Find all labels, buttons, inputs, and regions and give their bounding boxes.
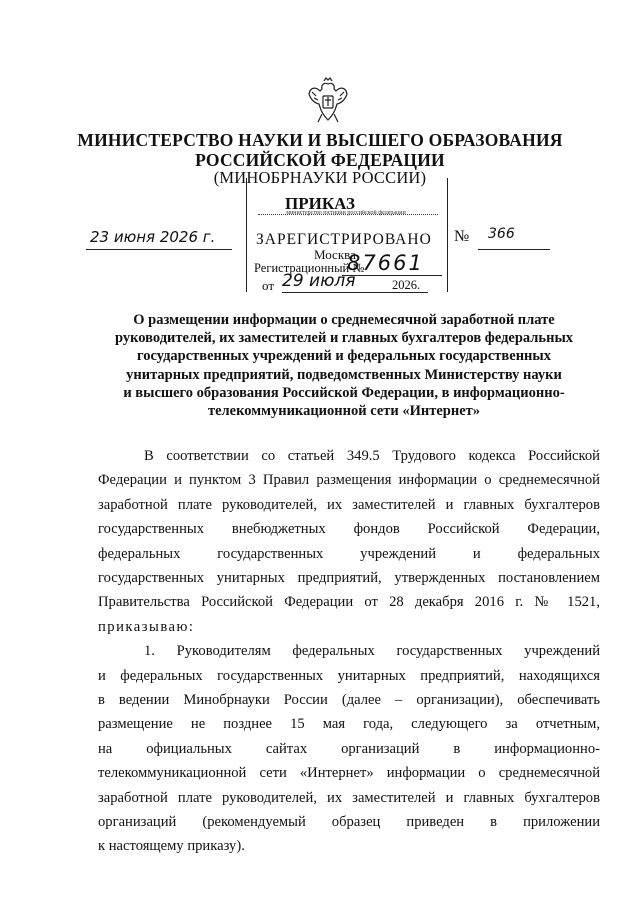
order-number: 366 <box>488 226 515 242</box>
ministry-short-name: (МИНОБРНАУКИ РОССИИ) <box>213 168 427 187</box>
title-line: унитарных предприятий, подведомственных Министерству науки <box>126 366 562 383</box>
stamp-city: Москва <box>314 247 356 262</box>
body-line: приказываю: <box>98 618 195 635</box>
body-line: размещение не позднее 15 мая года, следующего за отчетным, <box>98 716 600 733</box>
ministry-name-line1: МИНИСТЕРСТВО НАУКИ И ВЫСШЕГО ОБРАЗОВАНИЯ <box>77 130 563 150</box>
stamp-reg-number: 87661 <box>347 251 424 275</box>
body-line: в ведении Минобрнауки России (далее – организации), обеспечивать <box>98 692 600 708</box>
stamp-reg-label: Регистрационный № <box>254 261 365 275</box>
stamp-date-underline <box>282 292 428 293</box>
stamp-reg-date: 29 июля <box>282 271 356 291</box>
stamp-divider <box>258 214 438 215</box>
body-line: заработной плате руководителей, их заместителей и главных бухгалтеров <box>98 789 600 806</box>
document-type: ПРИКАЗ <box>285 194 355 213</box>
body-line: В соответствии со статьей 349.5 Трудового кодекса Российской <box>144 448 600 464</box>
order-date-underline <box>86 249 232 250</box>
stamp-status: ЗАРЕГИСТРИРОВАНО <box>256 231 432 248</box>
title-line: руководителей, их заместителей и главных бухгалтеров федеральных <box>114 330 574 347</box>
body-line: на официальных сайтах организаций в информационно- <box>98 740 600 757</box>
body-line: организаций (рекомендуемый образец приведен в приложении <box>98 814 600 830</box>
order-number-underline <box>478 249 550 250</box>
body-line: заработной плате руководителей, их заместителей и главных бухгалтеров <box>98 496 600 513</box>
order-title <box>100 311 588 420</box>
body-line: федеральных государственных учреждений и федеральных <box>98 545 600 562</box>
title-line: государственных учреждений и федеральных государственных <box>137 348 551 365</box>
order-date: 23 июня 2026 г. <box>90 228 216 246</box>
stamp-reg-number-underline <box>342 275 442 276</box>
body-line: Правительства Российской Федерации от 28 декабря 2016 г. № 1521, <box>98 594 600 611</box>
body-line: 1. Руководителям федеральных государственных учреждений <box>144 643 600 660</box>
stamp-tiny-text: министерство юстиции российской федерации <box>286 210 406 216</box>
ministry-name-line2: РОССИЙСКОЙ ФЕДЕРАЦИИ <box>195 150 445 170</box>
stamp-from-label: от <box>262 278 275 293</box>
title-line: телекоммуникационной сети «Интернет» <box>207 403 481 420</box>
title-line: и высшего образования Российской Федерации, в информационно- <box>123 384 565 401</box>
stamp-reg-year: 2026. <box>392 278 421 292</box>
body-line: к настоящему приказу). <box>98 838 245 855</box>
body-line: государственных внебюджетных фондов Российской Федерации, <box>98 521 600 538</box>
body-line: государственных унитарных предприятий, утвержденных постановлением <box>98 570 600 586</box>
coat-of-arms-emblem <box>306 76 350 126</box>
title-line: О размещении информации о среднемесячной заработной плате <box>133 312 555 328</box>
body-line: телекоммуникационной сети «Интернет» информации о среднемесячной <box>98 765 600 782</box>
body-line: Федерации и пунктом 3 Правил размещения информации о среднемесячной <box>98 472 600 489</box>
order-number-sign: № <box>454 228 470 245</box>
body-line: и федеральных государственных унитарных предприятий, находящихся <box>98 667 600 684</box>
